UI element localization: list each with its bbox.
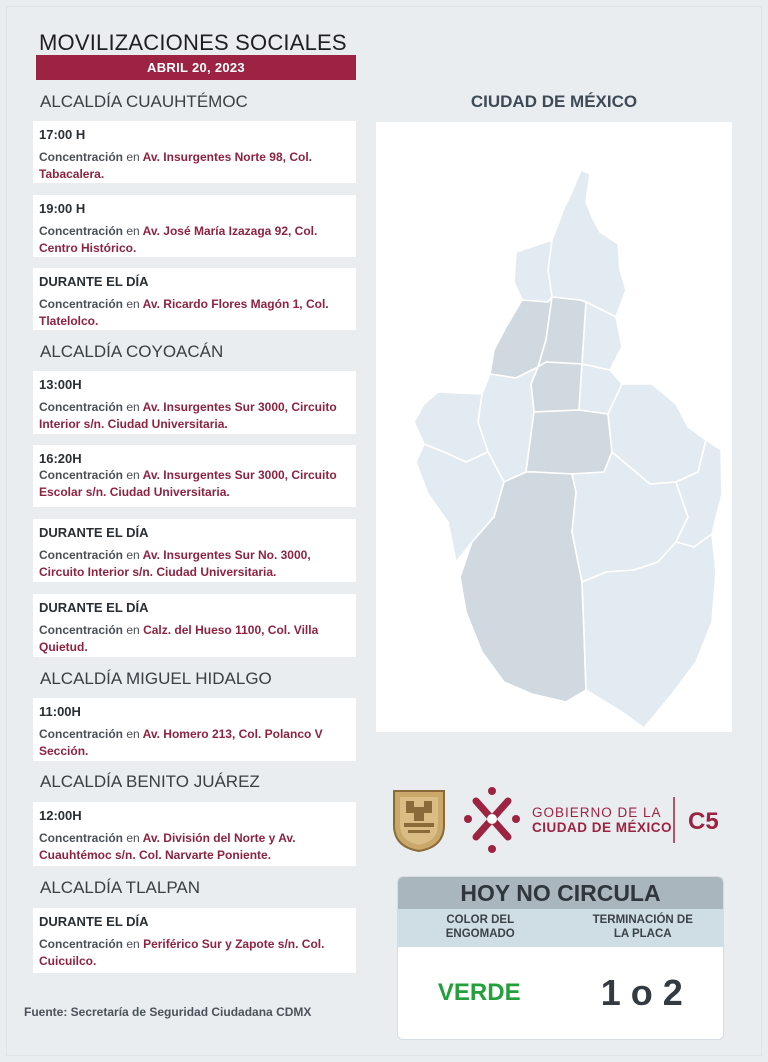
hnc-col-color: COLOR DEL ENGOMADO (445, 914, 515, 940)
source-note: Fuente: Secretaría de Seguridad Ciudadana CDMX (24, 1005, 312, 1019)
event-card (33, 908, 356, 973)
event-description: Concentración en Av. Insurgentes Sur No. 3000, Circuito Interior s/n. Ciudad Universitaria. (39, 548, 311, 579)
map-title: CIUDAD DE MÉXICO (470, 92, 638, 111)
event-place: Periférico Sur y Zapote s/n. Col. Cuicuilco. (39, 937, 325, 968)
district-coyoacan (526, 410, 612, 474)
government-logos (392, 785, 732, 855)
event-card (33, 121, 356, 183)
event-card (33, 268, 356, 330)
event-card (33, 519, 356, 582)
event-type: Concentración (39, 937, 124, 951)
event-time: DURANTE EL DÍA (39, 274, 149, 289)
event-type: Concentración (39, 468, 124, 482)
event-card (33, 802, 356, 866)
hnc-placa-value: 1 o 2 (600, 972, 683, 1013)
hnc-headers (398, 909, 723, 947)
cdmx-map-svg (376, 122, 732, 732)
hoy-no-circula-panel (397, 876, 724, 1040)
event-description: Concentración en Av. Insurgentes Norte 98, Col. Tabacalera. (39, 150, 312, 181)
alcaldia-heading: ALCALDÍA MIGUEL HIDALGO (40, 669, 272, 688)
event-place: Av. División del Norte y Av. Cuauhtémoc s/n. Col. Narvarte Poniente. (39, 831, 296, 862)
alcaldia-heading: ALCALDÍA TLALPAN (40, 878, 201, 897)
event-description: Concentración en Av. Insurgentes Sur 3000, Circuito Escolar s/n. Ciudad Universitaria. (39, 468, 337, 499)
event-type: Concentración (39, 297, 124, 311)
event-place: Av. Insurgentes Sur 3000, Circuito Interior s/n. Ciudad Universitaria. (39, 400, 337, 431)
alcaldia-heading: ALCALDÍA CUAUHTÉMOC (40, 92, 248, 111)
event-description: Concentración en Av. José María Izazaga 92, Col. Centro Histórico. (39, 224, 318, 255)
event-description: Concentración en Av. Insurgentes Sur 3000, Circuito Interior s/n. Ciudad Universitaria. (39, 400, 337, 431)
alcaldia-heading: ALCALDÍA COYOACÁN (40, 342, 224, 361)
gov-line2: CIUDAD DE MÉXICO (532, 820, 673, 835)
event-place: Av. Ricardo Flores Magón 1, Col. Tlatelolco. (39, 297, 329, 328)
event-time: 17:00 H (39, 127, 86, 142)
gov-line1: GOBIERNO DE LA (532, 805, 662, 820)
event-place: Av. José María Izazaga 92, Col. Centro Histórico. (39, 224, 318, 255)
event-time: 11:00H (39, 704, 81, 719)
date-banner: ABRIL 20, 2023 (36, 55, 356, 80)
event-description: Concentración en Calz. del Hueso 1100, Col. Villa Quietud. (39, 623, 319, 654)
event-card (33, 195, 356, 257)
district-azcapotzalco (514, 240, 552, 302)
event-card (33, 445, 356, 507)
event-time: 12:00H (39, 808, 82, 823)
event-type: Concentración (39, 727, 124, 741)
cdmx-map (376, 122, 732, 732)
event-time: 16:20H (39, 451, 82, 466)
coat-of-arms-icon (394, 791, 444, 851)
event-time: 13:00H (39, 377, 82, 392)
event-type: Concentración (39, 150, 124, 164)
cdmx-emblem-icon (464, 787, 520, 853)
event-card (33, 594, 356, 657)
event-place: Av. Homero 213, Col. Polanco V Sección. (39, 727, 323, 758)
event-time: DURANTE EL DÍA (39, 525, 149, 540)
event-type: Concentración (39, 831, 124, 845)
event-type: Concentración (39, 224, 124, 238)
hnc-values (398, 947, 723, 1039)
hnc-col-placa: TERMINACIÓN DE LA PLACA (592, 914, 693, 940)
event-type: Concentración (39, 548, 124, 562)
event-type: Concentración (39, 400, 124, 414)
event-description: Concentración en Periférico Sur y Zapote s/n. Col. Cuicuilco. (39, 937, 325, 968)
hnc-color-value: VERDE (437, 979, 521, 1006)
hnc-title: HOY NO CIRCULA (398, 877, 723, 909)
event-card (33, 698, 356, 761)
event-time: DURANTE EL DÍA (39, 914, 149, 929)
event-place: Calz. del Hueso 1100, Col. Villa Quietud. (39, 623, 319, 654)
c5-logo: C5 (688, 808, 719, 835)
logos-row (392, 785, 732, 855)
event-time: DURANTE EL DÍA (39, 600, 149, 615)
event-place: Av. Insurgentes Sur No. 3000, Circuito Interior s/n. Ciudad Universitaria. (39, 548, 311, 579)
event-description: Concentración en Av. Ricardo Flores Magón 1, Col. Tlatelolco. (39, 297, 329, 328)
event-card (33, 371, 356, 434)
event-place: Av. Insurgentes Norte 98, Col. Tabacalera. (39, 150, 312, 181)
district-gam (548, 170, 626, 317)
district-benito-juarez (531, 362, 582, 412)
event-time: 19:00 H (39, 201, 86, 216)
event-description: Concentración en Av. División del Norte y Av. Cuauhtémoc s/n. Col. Narvarte Poniente. (39, 831, 296, 862)
page-title: MOVILIZACIONES SOCIALES (39, 30, 347, 55)
event-description: Concentración en Av. Homero 213, Col. Polanco V Sección. (39, 727, 323, 758)
alcaldia-heading: ALCALDÍA BENITO JUÁREZ (40, 772, 260, 791)
event-place: Av. Insurgentes Sur 3000, Circuito Escolar s/n. Ciudad Universitaria. (39, 468, 337, 499)
event-type: Concentración (39, 623, 124, 637)
